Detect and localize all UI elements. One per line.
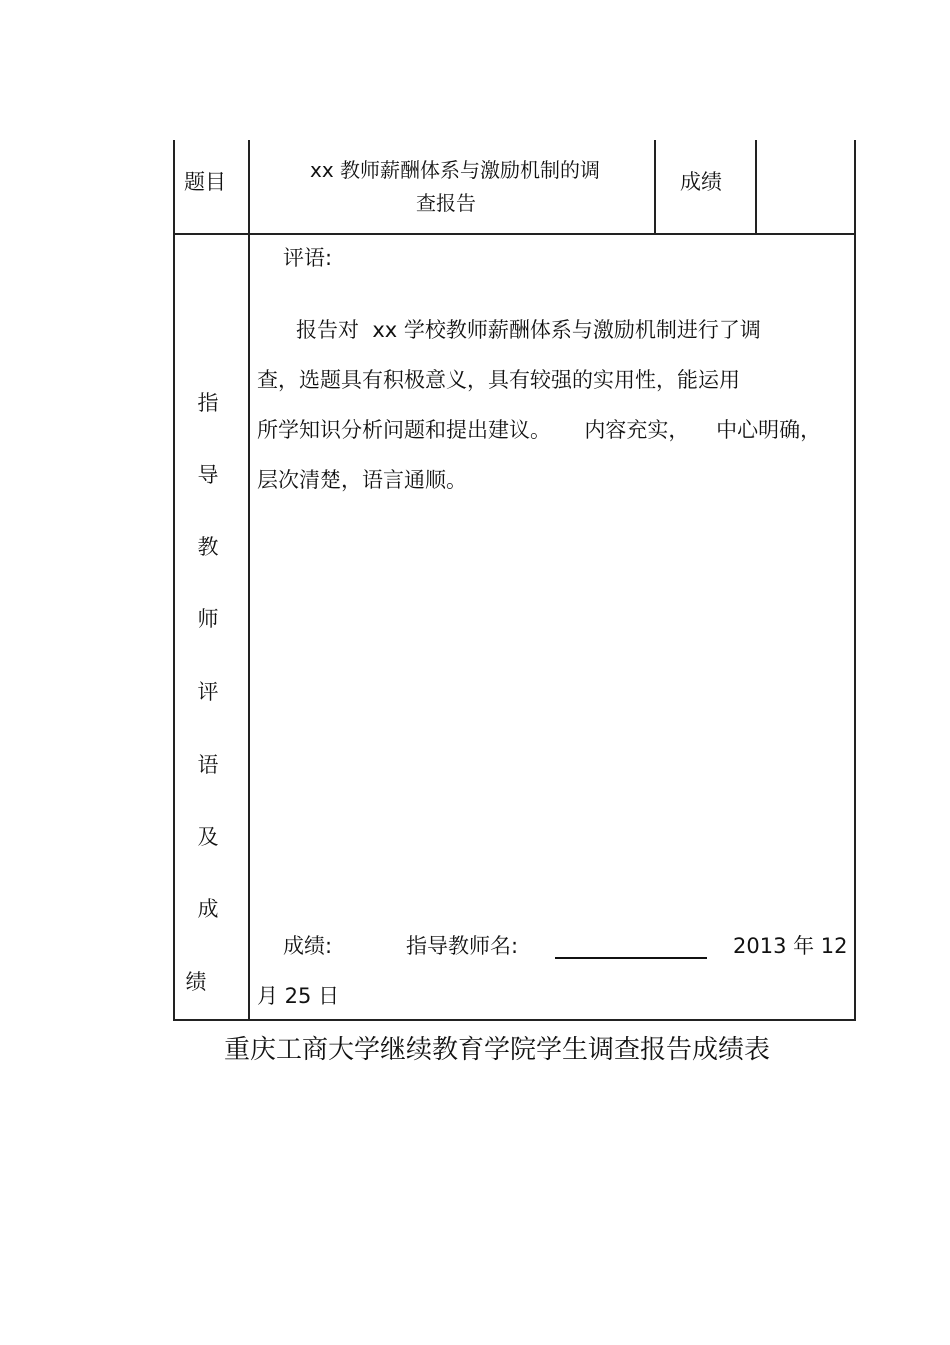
side-label-char: 及	[197, 825, 219, 849]
comment-line: 报告对 xx 学校教师薪酬体系与激励机制进行了调	[296, 318, 761, 342]
side-label-char: 指	[197, 391, 219, 415]
side-label-char: 成	[197, 897, 219, 921]
signature-line	[555, 957, 707, 959]
side-label-char: 绩	[185, 970, 207, 994]
title-grade-divider	[654, 140, 656, 235]
side-label-char: 评	[197, 680, 219, 704]
title-label: 题目	[184, 170, 226, 194]
comment-line: 层次清楚，语言通顺。	[257, 468, 467, 492]
side-label-char: 教	[197, 535, 219, 559]
side-label-char: 师	[197, 607, 219, 631]
grade-label: 成绩	[680, 170, 722, 194]
label-column-divider	[248, 140, 250, 1021]
report-title-line2: 查报告	[416, 191, 476, 215]
table-bottom-border	[173, 1019, 856, 1021]
footer-teacher-label: 指导教师名:	[406, 934, 519, 958]
comment-line: 所学知识分析问题和提出建议。 内容充实， 中心明确，	[257, 418, 822, 442]
table-caption: 重庆工商大学继续教育学院学生调查报告成绩表	[224, 1035, 771, 1065]
side-label-char: 语	[197, 753, 219, 777]
table-right-border	[854, 140, 856, 1021]
comment-line: 查，选题具有积极意义，具有较强的实用性，能运用	[257, 368, 740, 392]
footer-date-part1: 2013 年 12	[733, 934, 848, 958]
row-divider	[173, 233, 856, 235]
footer-grade-label: 成绩:	[283, 934, 333, 958]
table-left-border	[173, 140, 175, 1021]
side-label-char: 导	[197, 463, 219, 487]
grade-value-divider	[755, 140, 757, 235]
comment-heading: 评语:	[283, 246, 333, 270]
report-title-line1: xx 教师薪酬体系与激励机制的调	[310, 158, 601, 182]
footer-date-part2: 月 25 日	[257, 984, 340, 1008]
